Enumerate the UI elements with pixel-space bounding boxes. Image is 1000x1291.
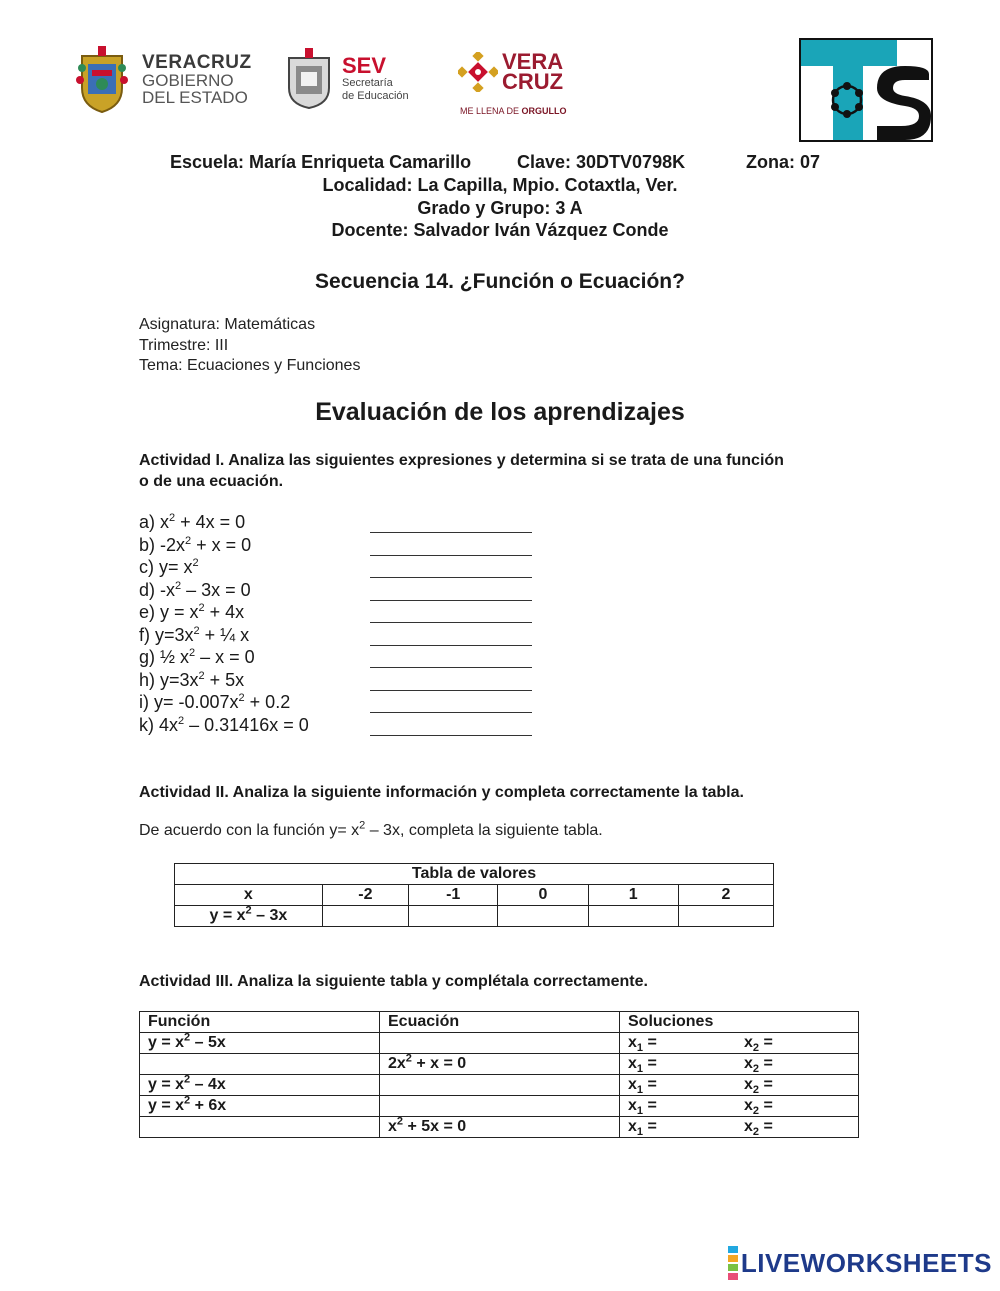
expression-item — [139, 602, 244, 623]
brand-line2: CRUZ — [502, 69, 564, 94]
expr-pre: a) x — [139, 512, 170, 532]
expr-pre: b) -2x — [139, 534, 186, 555]
evaluacion-title: Evaluación de los aprendizajes — [315, 398, 685, 426]
funcion-cell[interactable] — [140, 1117, 380, 1138]
actividad2-intro — [139, 819, 603, 840]
funcion-cell: $y = x^2 - 5x$ — [140, 1033, 380, 1054]
expr-sup: 2 — [192, 557, 199, 569]
expr-sup: 2 — [198, 602, 205, 614]
expr-pre: i) y= -0.007x — [139, 692, 239, 712]
expr-post: – x = 0 — [195, 647, 255, 667]
funcion-cell: $y = x^2 + 6x$ — [140, 1096, 380, 1117]
soluciones-cell[interactable]: $x_1 = x_2$ = — [620, 1054, 859, 1075]
expression-item — [139, 647, 255, 668]
tagline-prefix: ME LLENA DE — [460, 106, 522, 116]
tabla-y-cell[interactable] — [322, 906, 408, 927]
ecuacion-cell[interactable] — [380, 1075, 620, 1096]
veracruz-gobierno-logo — [74, 44, 252, 114]
tabla-funciones-row — [140, 1033, 859, 1054]
zona-text: Zona: 07 — [746, 152, 821, 172]
tabla-funciones-row — [140, 1096, 859, 1117]
tabla-funciones-header — [140, 1012, 859, 1033]
liveworksheets-logo — [728, 1245, 992, 1281]
ecuacion-cell: $2x^2 + x = 0$ — [380, 1054, 620, 1075]
actividad2-title: Actividad II. Analiza la siguiente información y completa correctamente la tabla. — [139, 784, 744, 801]
expr-post: + x = 0 — [191, 534, 252, 555]
answer-blank[interactable] — [370, 734, 532, 736]
expr-pre: c) y= x — [139, 557, 193, 577]
actividad1-line2: o de una ecuación. — [139, 473, 284, 490]
tabla-x-value: 0 — [498, 885, 588, 906]
tabla-valores — [174, 863, 774, 927]
tabla-y-cell[interactable] — [588, 906, 678, 927]
tabla-y-cell[interactable] — [409, 906, 498, 927]
soluciones-cell[interactable]: $x_1 = x_2$ = — [620, 1075, 859, 1096]
expr-pre: e) y = x — [139, 602, 199, 622]
funcion-cell: $y = x^2 - 4x$ — [140, 1075, 380, 1096]
trimestre-text: Trimestre: III — [139, 337, 229, 354]
answer-blank[interactable] — [370, 689, 532, 691]
tabla-x-value: -2 — [322, 885, 408, 906]
escuela-text: Escuela: María Enriqueta Camarillo — [170, 152, 472, 172]
veracruz-pattern-icon — [458, 52, 498, 92]
sev-shield-icon — [284, 48, 334, 110]
expr-sup: 2 — [189, 647, 196, 659]
y-label-pre: y = x — [209, 907, 246, 924]
gobierno-line1: VERACRUZ — [142, 51, 252, 73]
answer-blank[interactable] — [370, 576, 532, 578]
answer-blank[interactable] — [370, 599, 532, 601]
answer-blank[interactable] — [370, 554, 532, 556]
ecuacion-cell[interactable] — [380, 1033, 620, 1054]
tabla-x-row — [175, 885, 774, 906]
ts-logo-icon — [801, 40, 931, 140]
expr-sup: 2 — [193, 624, 200, 637]
tema-text: Tema: Ecuaciones y Funciones — [139, 357, 361, 374]
expression-item — [139, 557, 199, 578]
actividad1-title — [139, 450, 869, 492]
grado-text: Grado y Grupo: 3 A — [417, 198, 583, 218]
soluciones-cell[interactable]: $x_1 = x_2$ = — [620, 1033, 859, 1054]
sev-logo — [284, 48, 409, 110]
veracruz-shield-icon — [74, 44, 130, 114]
tagline-bold: ORGULLO — [521, 106, 567, 116]
expr-pre: g) ½ x — [139, 647, 190, 667]
gobierno-line2: GOBIERNO — [142, 70, 234, 90]
expr-pre: k) 4x — [139, 714, 179, 735]
soluciones-cell[interactable]: $x_1 = x_2$ = — [620, 1117, 859, 1138]
tabla-y-label — [175, 906, 323, 927]
expr-sup: 2 — [198, 669, 205, 682]
tabla-funciones-row — [140, 1117, 859, 1138]
answer-blank[interactable] — [370, 531, 532, 533]
expr-pre: d) -x — [139, 579, 175, 600]
live-blocks-icon — [728, 1245, 738, 1281]
expr-sup: 2 — [238, 692, 245, 704]
expr-post: – 0.31416x = 0 — [184, 714, 309, 735]
sev-line2: de Educación — [342, 90, 409, 102]
brand-line1: VERA — [502, 49, 564, 74]
expression-item — [139, 512, 245, 533]
tabla-caption: Tabla de valores — [175, 864, 774, 885]
expr-sup: 2 — [175, 579, 182, 592]
y-label-post: – 3x — [251, 907, 288, 924]
expr-pre: f) y=3x — [139, 624, 194, 645]
clave-text: Clave: 30DTV0798K — [517, 152, 686, 172]
veracruz-brand-logo — [458, 49, 564, 94]
answer-blank[interactable] — [370, 711, 532, 713]
liveworksheets-text: LIVEWORKSHEETS — [740, 1247, 992, 1278]
ecuacion-cell: $x^2 + 5x = 0$ — [380, 1117, 620, 1138]
expr-sup: 2 — [178, 714, 185, 727]
actividad1-line1: Actividad I. Analiza las siguientes expresiones y determina si se trata de una función — [139, 452, 784, 469]
expr-post: + 5x — [204, 669, 245, 690]
tabla-funciones-row — [140, 1054, 859, 1075]
expr-sup: 2 — [169, 512, 176, 524]
expr-post: + 0.2 — [244, 692, 291, 712]
answer-blank[interactable] — [370, 621, 532, 623]
intro-pre: De acuerdo con la función y= x — [139, 822, 360, 839]
answer-blank[interactable] — [370, 666, 532, 668]
actividad3-title: Actividad III. Analiza la siguiente tabla y complétala correctamente. — [139, 973, 648, 990]
tabla-x-value: 1 — [588, 885, 678, 906]
header-soluciones: Soluciones — [620, 1012, 859, 1033]
tabla-x-value: -1 — [409, 885, 498, 906]
tabla-x-label: x — [175, 885, 323, 906]
tabla-y-row — [175, 906, 774, 927]
tabla-y-cell[interactable] — [678, 906, 773, 927]
header-ecuacion: Ecuación — [380, 1012, 620, 1033]
sev-title: SEV — [342, 52, 387, 78]
expr-pre: h) y=3x — [139, 669, 199, 690]
expression-item — [139, 692, 290, 713]
ts-logo — [799, 38, 933, 142]
asignatura-text: Asignatura: Matemáticas — [139, 316, 316, 333]
answer-blank[interactable] — [370, 644, 532, 646]
docente-text: Docente: Salvador Iván Vázquez Conde — [331, 220, 669, 240]
y-label-sup: 2 — [245, 904, 252, 917]
intro-post: – 3x, completa la siguiente tabla. — [365, 822, 603, 839]
intro-sup: 2 — [359, 819, 366, 832]
expression-item — [139, 625, 249, 646]
sev-line1: Secretaría — [342, 76, 393, 89]
brand-tagline — [460, 106, 567, 116]
expr-post: – 3x = 0 — [181, 579, 251, 600]
expression-item — [139, 715, 309, 736]
expression-item — [139, 535, 251, 556]
tabla-funciones-row — [140, 1075, 859, 1096]
gobierno-line3: DEL ESTADO — [142, 87, 248, 107]
tabla-x-value: 2 — [678, 885, 773, 906]
expression-item — [139, 670, 244, 691]
expr-post: + ¼ x — [199, 624, 250, 645]
ecuacion-cell[interactable] — [380, 1096, 620, 1117]
tabla-funciones — [139, 1011, 859, 1138]
expr-post: + 4x — [204, 602, 245, 622]
secuencia-title: Secuencia 14. ¿Función o Ecuación? — [315, 270, 685, 293]
soluciones-cell[interactable]: $x_1 = x_2$ = — [620, 1096, 859, 1117]
tabla-y-cell[interactable] — [498, 906, 588, 927]
expr-post: + 4x = 0 — [175, 512, 246, 532]
expression-item — [139, 580, 251, 601]
funcion-cell[interactable] — [140, 1054, 380, 1075]
expr-sup: 2 — [185, 534, 192, 547]
localidad-text: Localidad: La Capilla, Mpio. Cotaxtla, Ver. — [322, 175, 678, 195]
header-funcion: Función — [140, 1012, 380, 1033]
